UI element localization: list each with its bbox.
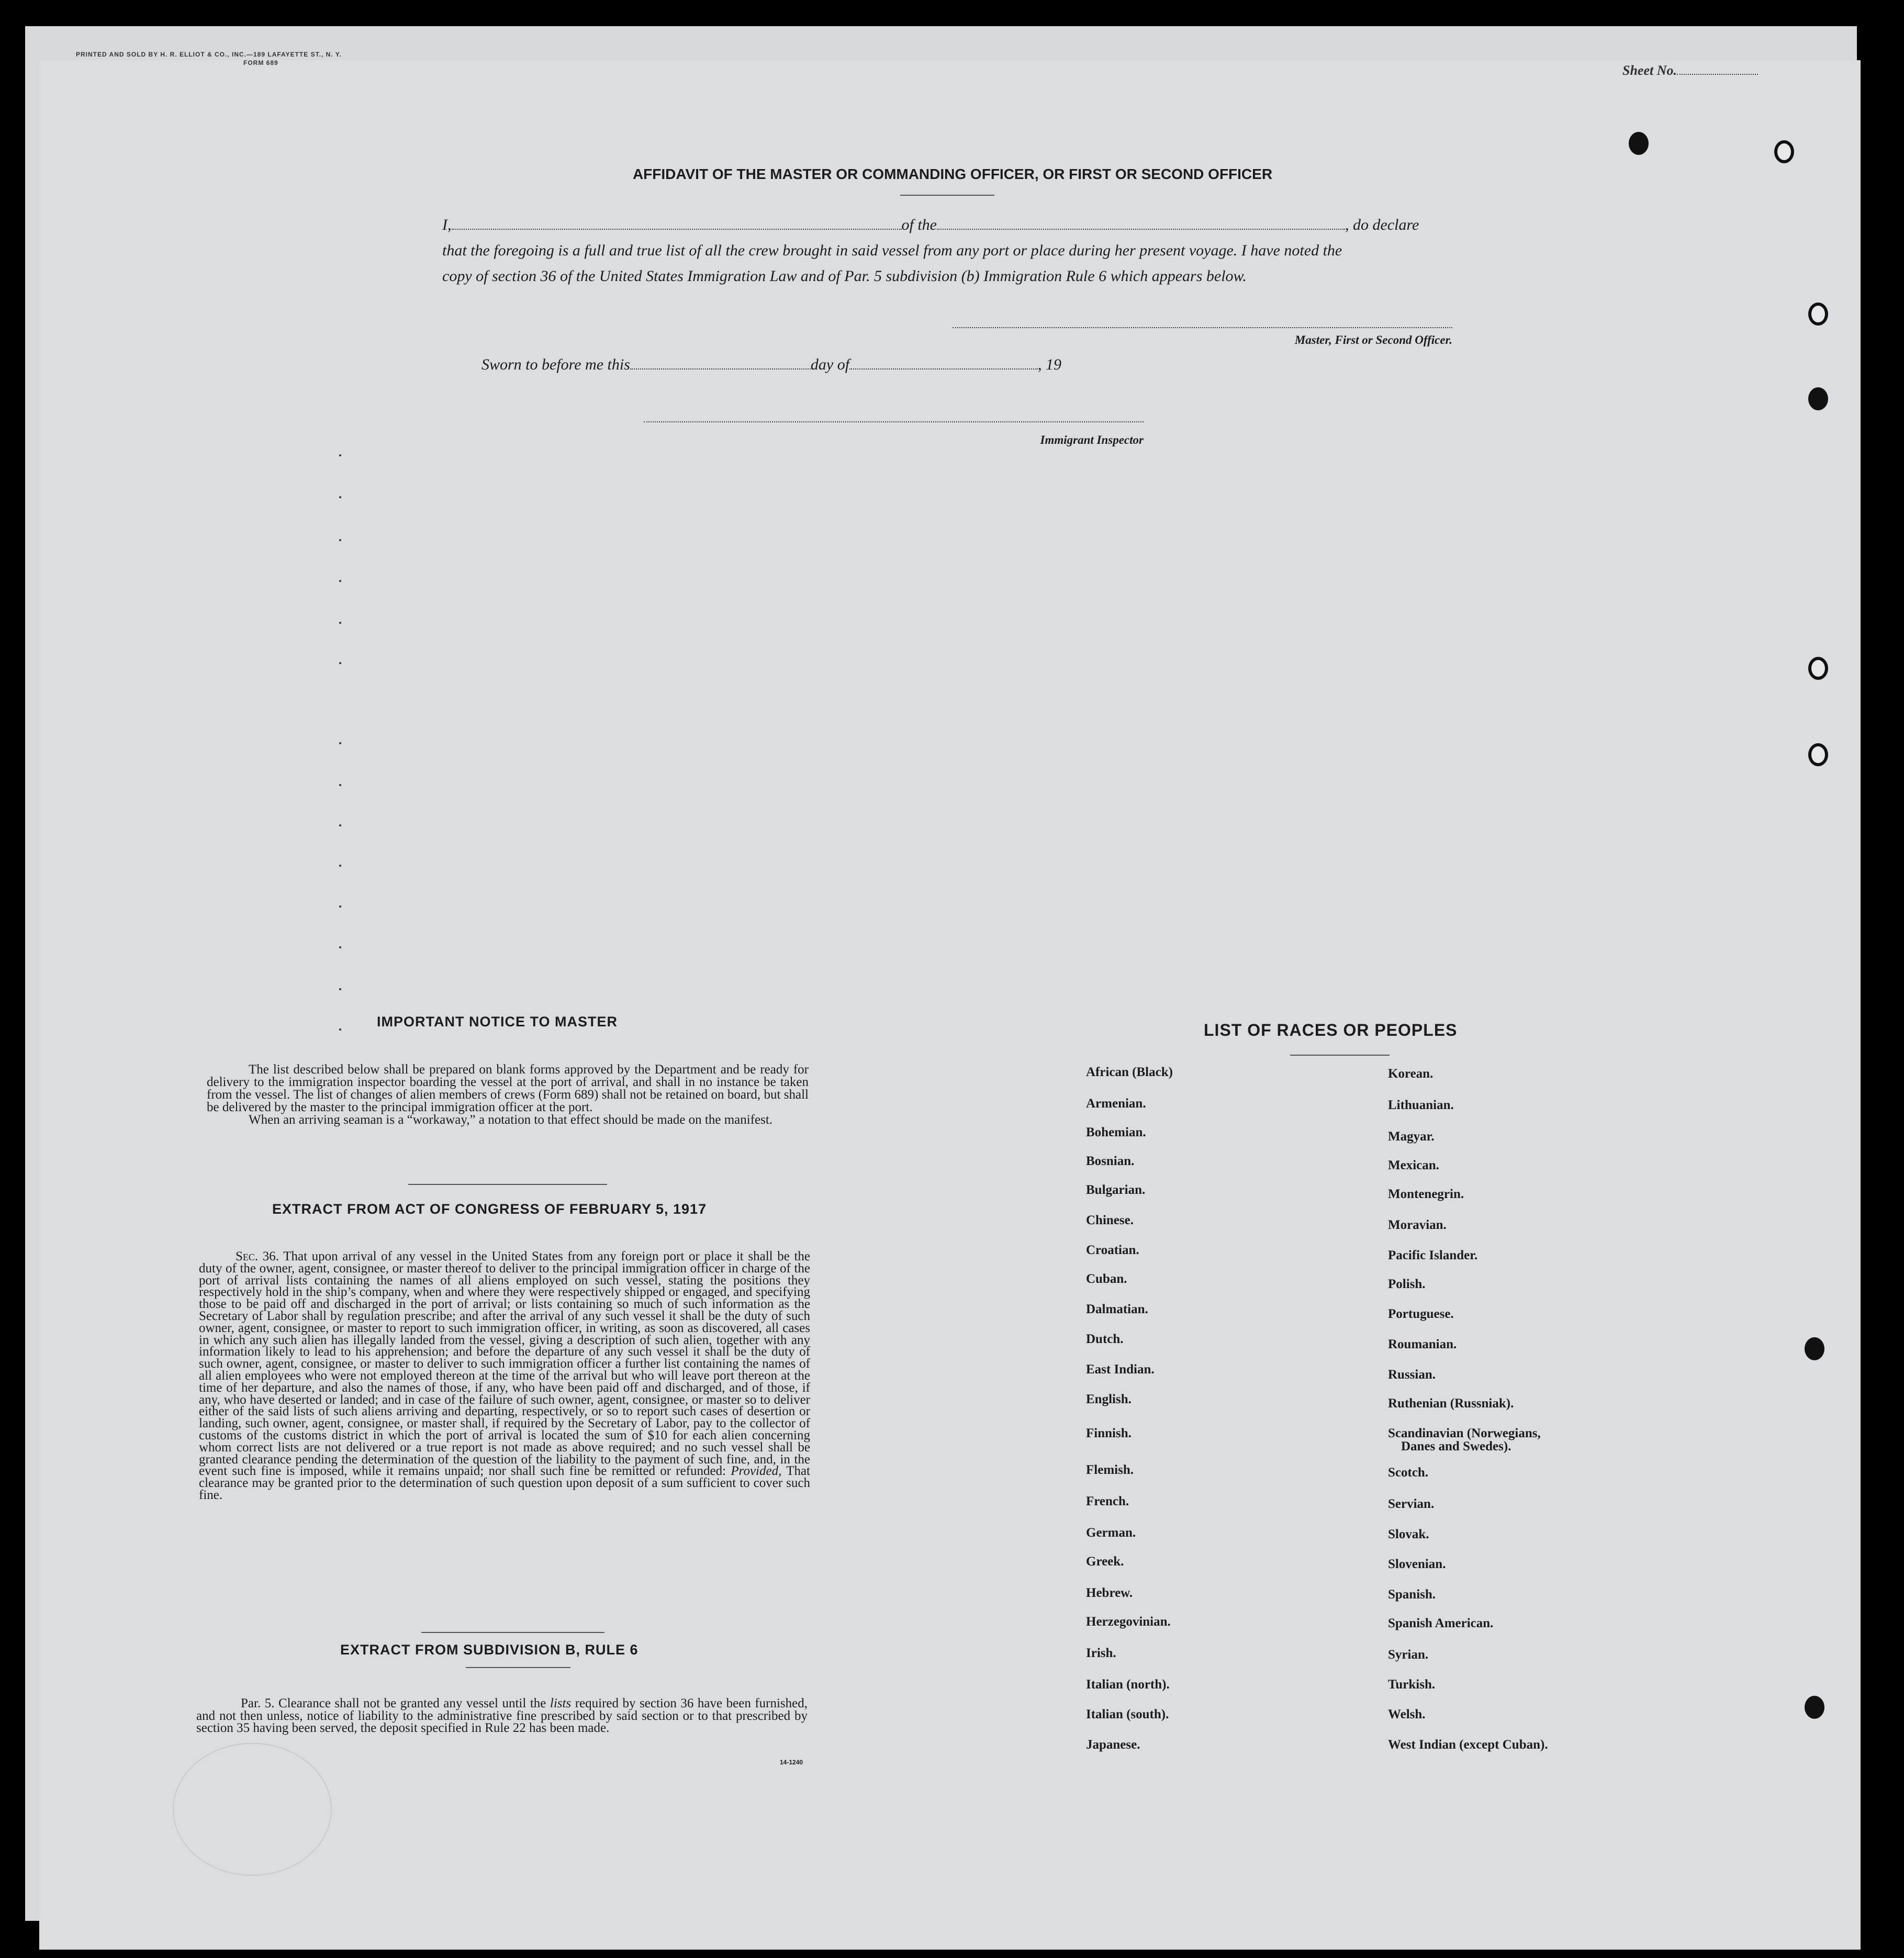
printer-imprint — [76, 50, 342, 67]
race-item: African (Black) — [1086, 1065, 1173, 1079]
punch-hole-icon — [1805, 1696, 1824, 1719]
race-item: Scandinavian (Norwegians, — [1388, 1426, 1541, 1440]
race-item: Ruthenian (Russniak). — [1388, 1396, 1514, 1411]
punch-hole-icon — [1808, 657, 1828, 680]
sheet-number — [1622, 63, 1758, 79]
race-item: Chinese. — [1086, 1213, 1134, 1227]
officer-name-field[interactable] — [452, 228, 902, 230]
race-item: Magyar. — [1388, 1129, 1435, 1144]
vessel-name-field[interactable] — [937, 228, 1345, 230]
printer-line: PRINTED AND SOLD BY H. R. ELLIOT & CO., INC.—189 LAFAYETTE ST., N. Y. — [76, 51, 342, 58]
punch-hole-icon — [1808, 743, 1828, 766]
inspector-signature-line[interactable] — [644, 421, 1144, 422]
race-item: Polish. — [1388, 1277, 1426, 1291]
race-item: Italian (north). — [1086, 1677, 1170, 1692]
divider — [900, 195, 994, 196]
race-item: Montenegrin. — [1388, 1187, 1464, 1201]
sworn-line: Sworn to before me this day of , 19 — [481, 356, 1062, 373]
race-item: Scotch. — [1388, 1465, 1429, 1480]
race-item: German. — [1086, 1526, 1136, 1540]
race-item: Moravian. — [1388, 1218, 1447, 1232]
race-item: Croatian. — [1086, 1243, 1139, 1257]
punch-hole-icon — [1808, 303, 1828, 326]
punch-hole-icon — [1805, 1337, 1824, 1360]
race-item: Flemish. — [1086, 1463, 1134, 1477]
divider — [1290, 1055, 1390, 1056]
race-item: Japanese. — [1086, 1738, 1140, 1752]
race-item: Italian (south). — [1086, 1707, 1169, 1721]
race-item: French. — [1086, 1494, 1129, 1508]
race-item: Dutch. — [1086, 1332, 1124, 1346]
notice-paragraph: The list described below shall be prepared on blank forms approved by the Department and be ready for delivery to the immigration inspector boarding the vessel at the port of arrival, and shall in no instance be taken from the vessel. The list of changes of alien members of crews (Form 689) shall not be retained on board, but shall be delivered by the master to the principal immigration officer at the port. — [207, 1062, 809, 1114]
race-item: Portuguese. — [1388, 1307, 1454, 1321]
race-item: Irish. — [1086, 1646, 1116, 1660]
race-item: Hebrew. — [1086, 1586, 1133, 1600]
race-item: Herzegovinian. — [1086, 1615, 1171, 1629]
race-item: Welsh. — [1388, 1707, 1426, 1721]
master-signature-label: Master, First or Second Officer. — [1294, 333, 1452, 346]
divider — [408, 1184, 607, 1185]
race-item: Servian. — [1388, 1497, 1435, 1511]
races-title: LIST OF RACES OR PEOPLES — [1204, 1021, 1458, 1039]
document-sheet — [39, 60, 1861, 1950]
sworn-month-field[interactable] — [849, 368, 1038, 370]
paragraph-5-text: Par. 5. Clearance shall not be granted any vessel until the lists required by section 36 have been furnished, and not then unless, notice of liability to the administrative fine prescribed by said section or to that prescribed by section 35 having been served, the deposit specified in Rule 22 has been made. — [196, 1696, 808, 1735]
sworn-day-field[interactable] — [630, 368, 811, 370]
race-item: Slovak. — [1388, 1527, 1429, 1541]
race-item: Pacific Islander. — [1388, 1248, 1478, 1262]
sheet-number-label: Sheet No. — [1622, 63, 1677, 78]
race-item: Turkish. — [1388, 1677, 1436, 1692]
notice-title: IMPORTANT NOTICE TO MASTER — [377, 1014, 618, 1030]
notice-text — [207, 1064, 809, 1126]
race-item: Spanish. — [1388, 1587, 1436, 1602]
race-item: Slovenian. — [1388, 1557, 1446, 1571]
race-item: Greek. — [1086, 1554, 1124, 1569]
race-item: Dalmatian. — [1086, 1302, 1148, 1316]
race-item: Syrian. — [1388, 1648, 1429, 1662]
divider — [421, 1632, 604, 1633]
sheet-number-field[interactable] — [1677, 74, 1758, 75]
faint-seal-stamp — [173, 1743, 332, 1876]
divider — [466, 1667, 570, 1668]
race-item: Cuban. — [1086, 1272, 1127, 1286]
section-36-text: Sec. 36. That upon arrival of any vessel in the United States from any foreign port or place it shall be the duty of the owner, agent, consignee, or master thereof to deliver to the principal immigration officer in charge of the port of arrival lists containing the names of all aliens employed on such vessel, stating the positions they respectively hold in the ship’s company, when and where they were respectively shipped or engaged, and specifying those to be paid off and discharged in the port of arrival; or lists containing so much of such information as the Secretary of Labor shall by regulation prescribe; and after the arrival of any such vessel it shall be the duty of such owner, agent, consignee, or master to report to such immigration officer, in writing, as soon as discovered, all cases in which any such alien has illegally landed from the vessel, giving a description of such alien, together with any information likely to lead to his apprehension; and before the departure of any such vessel it shall be the duty of such owner, agent, consignee, or master to deliver to such immigration officer a further list containing the names of all alien employees who were not employed thereon at the time of the arrival but who will leave port thereon at the time of her departure, and also the names of those, if any, who have been paid off and discharged, and of those, if any, who have deserted or landed; and in case of the failure of such owner, agent, consignee, or master so to deliver either of the said lists of such aliens arriving and departing, respectively, or so to report such cases of desertion or landing, such owner, agent, consignee, or master shall, if required by the Secretary of Labor, pay to the collector of customs of the customs district in which the port of arrival is located the sum of $10 for each alien concerning whom correct lists are not delivered or a true report is not made as above required; and no such vessel shall be granted clearance pending the determination of the question of the liability to the payment of such fine, and, in the event such fine is imposed, while it remains unpaid; nor shall such fine be remitted or refunded: Provided, That clearance may be granted prior to the determination of such question upon deposit of a sum sufficient to cover such fine. — [199, 1249, 811, 1502]
race-item: Russian. — [1388, 1368, 1436, 1382]
master-signature-line[interactable] — [953, 327, 1452, 328]
affidavit-statement — [442, 212, 1458, 289]
punch-hole-icon — [1808, 387, 1828, 410]
inspector-signature-label: Immigrant Inspector — [1040, 433, 1144, 446]
extract-title: EXTRACT FROM ACT OF CONGRESS OF FEBRUARY 5, 1917 — [272, 1201, 707, 1217]
race-item: Mexican. — [1388, 1158, 1439, 1172]
race-item: West Indian (except Cuban). — [1388, 1738, 1548, 1752]
race-item: Danes and Swedes). — [1401, 1439, 1511, 1453]
form-number: FORM 689 — [243, 59, 278, 66]
notice-paragraph: When an arriving seaman is a “workaway,” a notation to that effect should be made on the manifest. — [249, 1113, 773, 1127]
race-item: Armenian. — [1086, 1097, 1146, 1111]
race-item: Lithuanian. — [1388, 1098, 1454, 1112]
race-item: Korean. — [1388, 1067, 1433, 1081]
race-item: Roumanian. — [1388, 1337, 1457, 1351]
affidavit-line-1: I, of the , do declare — [442, 216, 1419, 233]
race-item: Bohemian. — [1086, 1125, 1146, 1139]
race-item: English. — [1086, 1392, 1132, 1406]
print-code: 14-1240 — [780, 1759, 803, 1766]
affidavit-line-3: copy of section 36 of the United States Immigration Law and of Par. 5 subdivision (b) Immigration Rule 6 which appears below. — [442, 267, 1247, 285]
affidavit-title: AFFIDAVIT OF THE MASTER OR COMMANDING OFFICER, OR FIRST OR SECOND OFFICER — [632, 166, 1273, 182]
race-item: Bosnian. — [1086, 1154, 1135, 1168]
subdivision-title: EXTRACT FROM SUBDIVISION B, RULE 6 — [340, 1642, 639, 1658]
race-item: Spanish American. — [1388, 1616, 1494, 1630]
race-item: East Indian. — [1086, 1362, 1155, 1377]
affidavit-line-2: that the foregoing is a full and true list of all the crew brought in said vessel from any port or place during her present voyage. I have noted the — [442, 242, 1342, 259]
race-item: Finnish. — [1086, 1426, 1132, 1440]
race-item: Bulgarian. — [1086, 1183, 1146, 1197]
punch-hole-icon — [1774, 140, 1794, 163]
punch-hole-icon — [1629, 132, 1649, 155]
